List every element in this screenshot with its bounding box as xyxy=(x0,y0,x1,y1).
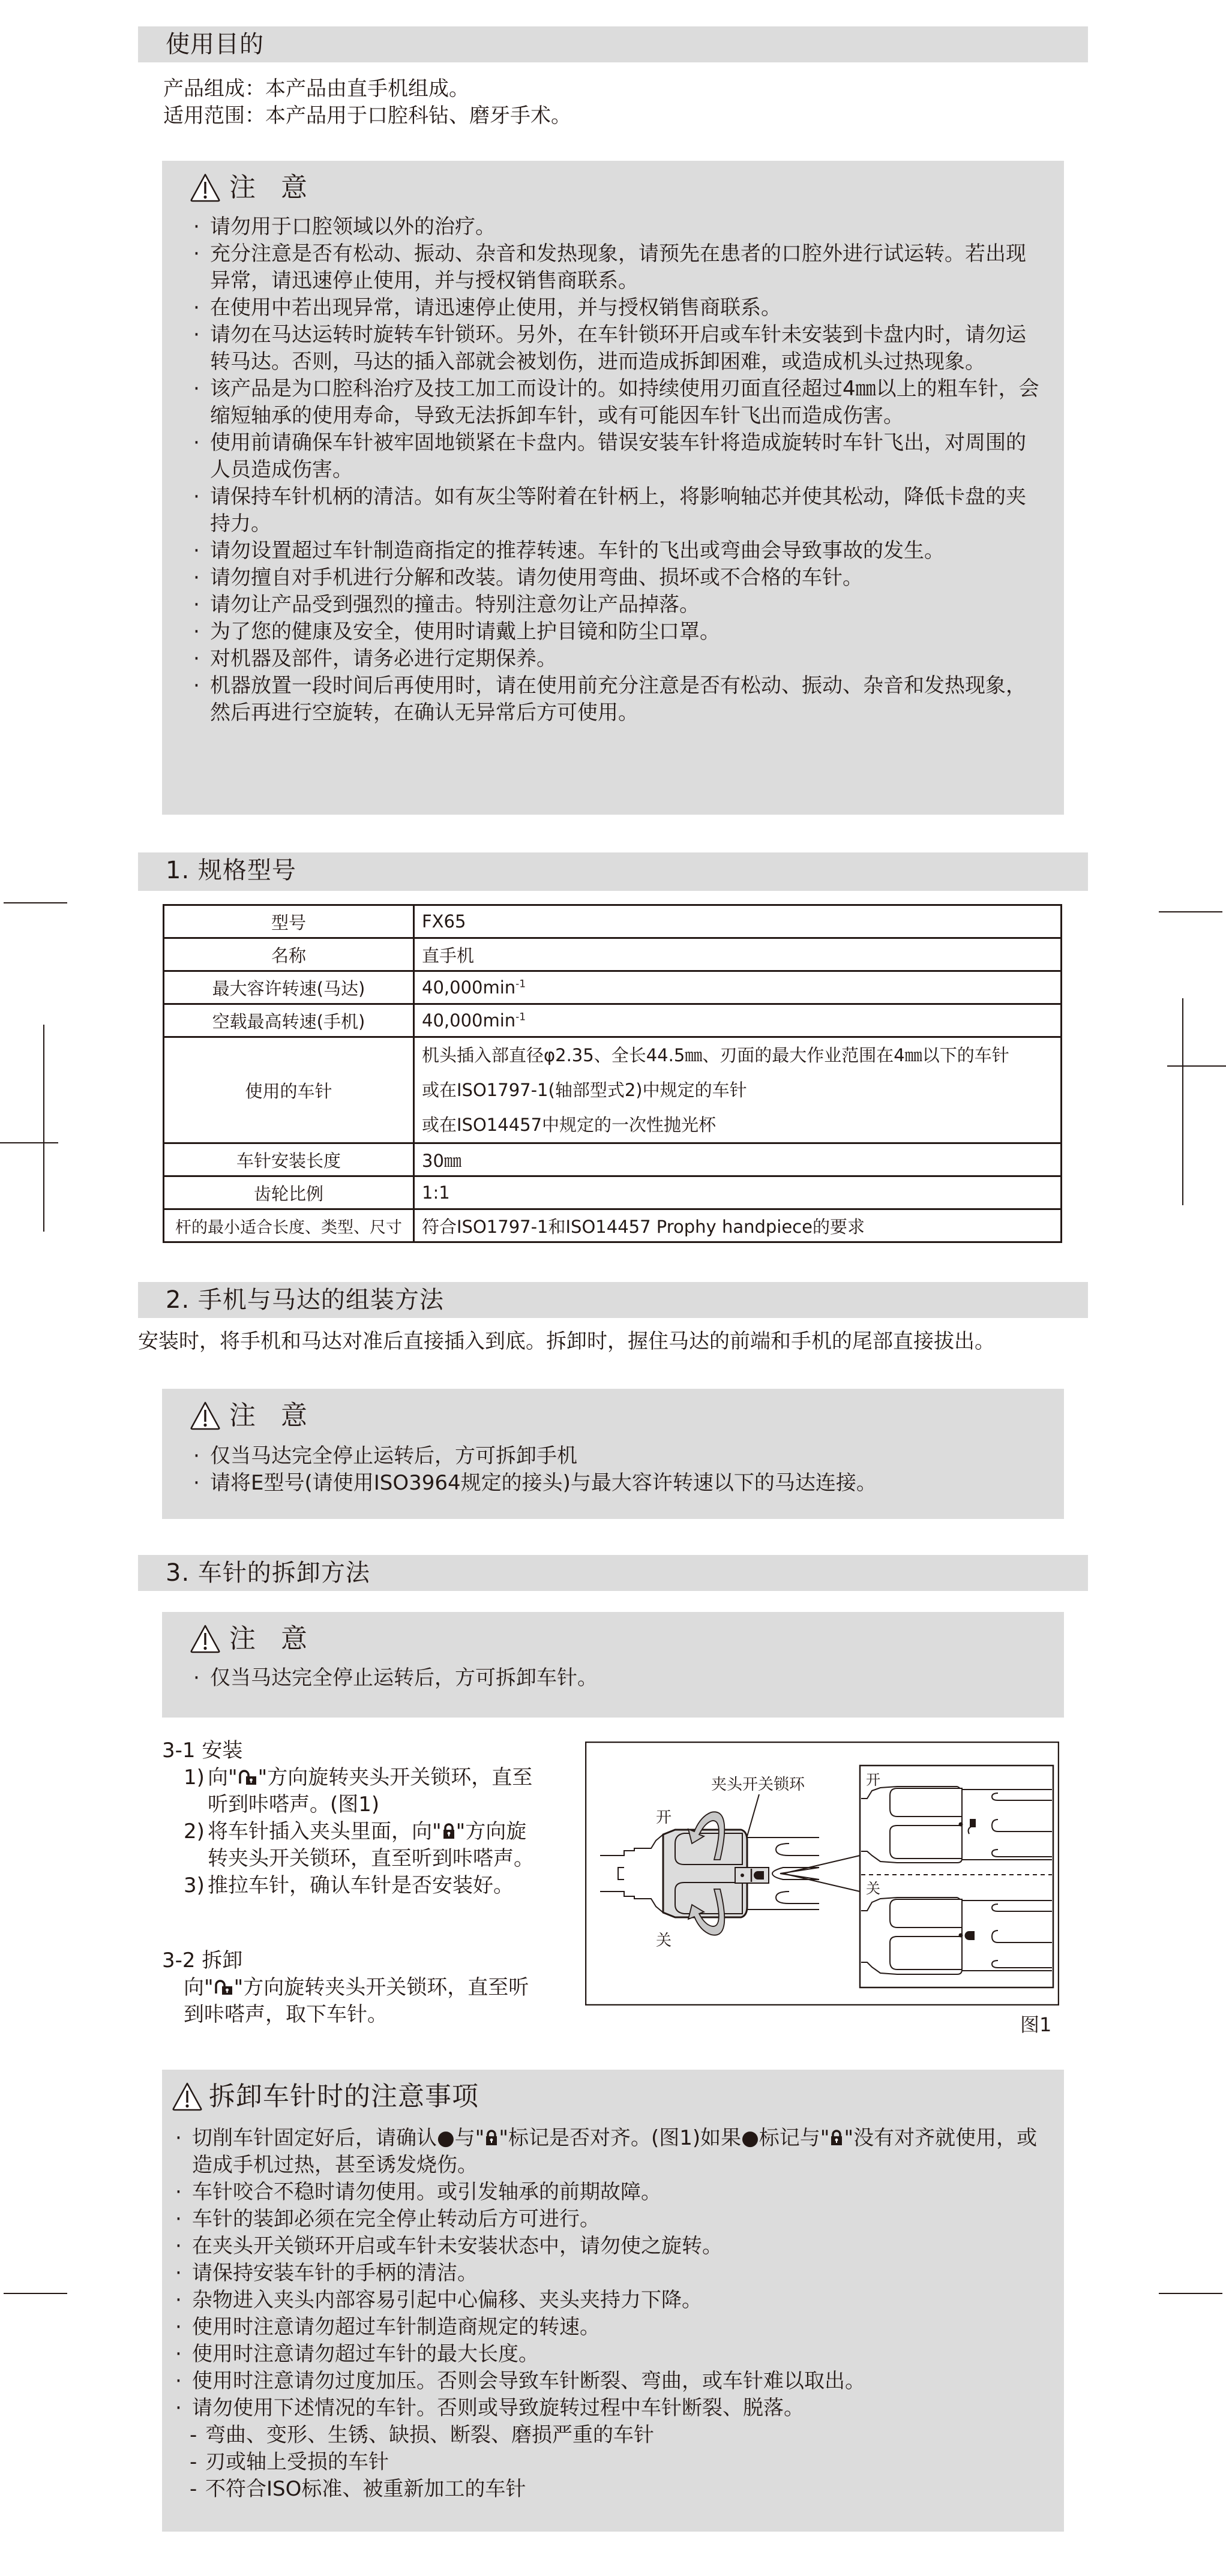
step-text: 将车针插入夹头里面，向" "方向旋转夹头开关锁环，直至听到咔嗒声。 xyxy=(208,1820,534,1871)
bullet: · xyxy=(193,485,200,509)
bullet: · xyxy=(193,539,200,563)
caution-title xyxy=(190,1400,316,1432)
dash: - xyxy=(190,2423,197,2447)
crop-mark xyxy=(4,902,67,903)
spec-value xyxy=(414,1209,1062,1242)
caution-sub-item xyxy=(172,2449,1040,2476)
dash: - xyxy=(190,2477,197,2501)
caution-item-text: 刃或轴上受损的车针 xyxy=(205,2450,389,2474)
bullet: · xyxy=(175,2342,182,2366)
spec-key: 齿轮比例 xyxy=(164,1176,414,1209)
bullet: · xyxy=(193,647,200,671)
figure-caption: 图1 xyxy=(1020,2013,1052,2036)
caution-list xyxy=(172,2125,1040,2503)
section-title: 1. 规格型号 xyxy=(166,857,296,884)
caution-item-text: 使用前请确保车针被牢固地锁紧在卡盘内。错误安装车针将造成旋转时车针飞出，对周围的人员造成伤害。 xyxy=(210,431,1026,482)
spec-value xyxy=(414,1143,1062,1176)
bullet: · xyxy=(175,2207,182,2231)
caution-item-text: 请勿设置超过车针制造商指定的推荐转速。车针的飞出或弯曲会导致事故的发生。 xyxy=(210,539,945,563)
bullet: · xyxy=(193,620,200,644)
spec-value xyxy=(414,938,1062,971)
detail-open-label: 开 xyxy=(866,1772,880,1788)
caution-item-text: 请勿使用下述情况的车针。否则或导致旋转过程中车针断裂、脱落。 xyxy=(192,2396,804,2420)
close-label: 关 xyxy=(656,1932,672,1950)
install-heading: 3-1 安装 xyxy=(162,1739,243,1763)
caution-box-bur-removal xyxy=(162,2070,1064,2532)
caution-item-text: 杂物进入夹头内部容易引起中心偏移、夹头夹持力下降。 xyxy=(192,2288,702,2312)
table-row xyxy=(164,1209,1062,1242)
spec-key: 车针安装长度 xyxy=(164,1143,414,1176)
spec-value-line: 符合ISO1797-1和ISO14457 Prophy handpiece的要求 xyxy=(422,1216,865,1237)
crop-mark xyxy=(1167,1065,1226,1067)
caution-item-text: 充分注意是否有松动、振动、杂音和发热现象，请预先在患者的口腔外进行试运转。若出现异常，请迅速停止使用，并与授权销售商联系。 xyxy=(210,242,1026,293)
caution-item-text: 使用时注意请勿过度加压。否则会导致车针断裂、弯曲，或车针难以取出。 xyxy=(192,2369,865,2393)
caution-item-text: 请勿在马达运转时旋转车针锁环。另外，在车针锁环开启或车针未安装到卡盘内时，请勿运转马达。否则，马达的插入部就会被划伤，进而造成拆卸困难，或造成机头过热现象。 xyxy=(210,323,1026,374)
caution-item-text: 使用时注意请勿超过车针的最大长度。 xyxy=(192,2342,539,2366)
purpose-line: 适用范围：本产品用于口腔科钻、磨牙手术。 xyxy=(163,104,571,128)
caution-item xyxy=(190,241,1040,295)
caution-item xyxy=(190,376,1040,430)
caution-item-text: 请勿让产品受到强烈的撞击。特别注意勿让产品掉落。 xyxy=(210,593,700,617)
spec-value xyxy=(414,1176,1062,1209)
caution-item-text: 请勿擅自对手机进行分解和改装。请勿使用弯曲、损坏或不合格的车针。 xyxy=(210,566,863,590)
caution-item xyxy=(190,619,1040,645)
install-step xyxy=(162,1818,544,1872)
assembly-text: 安装时，将手机和马达对准后直接插入到底。拆卸时，握住马达的前端和手机的尾部直接拔出。 xyxy=(138,1329,995,1353)
caution-box-general xyxy=(162,161,1064,815)
bullet: · xyxy=(175,2288,182,2312)
caution-item xyxy=(190,592,1040,619)
caution-item-text: 在夹头开关锁环开启或车针未安装状态中，请勿使之旋转。 xyxy=(192,2234,723,2258)
caution-item xyxy=(172,2368,1040,2395)
caution-item-text: 仅当马达完全停止运转后，方可拆卸手机 xyxy=(210,1444,577,1468)
caution-item xyxy=(190,1443,1040,1470)
dot-mark-icon xyxy=(741,1874,744,1877)
spec-value xyxy=(414,1037,1062,1143)
caution-box-assembly xyxy=(162,1389,1064,1519)
caution-item xyxy=(172,2314,1040,2341)
superscript: -1 xyxy=(515,1011,526,1023)
section-title: 2. 手机与马达的组装方法 xyxy=(166,1286,444,1314)
dash: - xyxy=(190,2450,197,2474)
caution-item-text: 弯曲、变形、生锈、缺损、断裂、磨损严重的车针 xyxy=(205,2423,654,2447)
spec-value-line: 或在ISO1797-1(轴部型式2)中规定的车针 xyxy=(422,1080,747,1100)
bullet: · xyxy=(175,2315,182,2339)
spec-value-line: 机头插入部直径φ2.35、全长44.5㎜、刃面的最大作业范围在4㎜以下的车针 xyxy=(422,1045,1009,1065)
caution-sub-item xyxy=(172,2422,1040,2449)
spec-value-line: FX65 xyxy=(422,911,466,932)
spec-value xyxy=(414,971,1062,1004)
ring-label: 夹头开关锁环 xyxy=(711,1776,805,1794)
open-label: 开 xyxy=(656,1809,672,1827)
bullet: · xyxy=(175,2180,182,2204)
bullet: · xyxy=(193,242,200,266)
step-number: 2) xyxy=(184,1820,205,1844)
caution-title xyxy=(190,172,316,204)
caution-item xyxy=(190,1470,1040,1497)
section-header-purpose xyxy=(138,26,1088,62)
caution-item xyxy=(172,2179,1040,2206)
bullet: · xyxy=(193,215,200,239)
caution-item-text: 仅当马达完全停止运转后，方可拆卸车针。 xyxy=(210,1666,598,1690)
warning-triangle-icon xyxy=(190,1401,221,1431)
caution-list xyxy=(190,1665,1040,1692)
bullet: · xyxy=(193,323,200,347)
caution-item-text: 机器放置一段时间后再使用时，请在使用前充分注意是否有松动、振动、杂音和发热现象，然后再进行空旋转，在确认无异常后方可使用。 xyxy=(210,674,1026,725)
spec-key: 名称 xyxy=(164,938,414,971)
spec-value xyxy=(414,1004,1062,1037)
spec-value-line: 直手机 xyxy=(422,945,475,966)
lock-icon xyxy=(484,2128,499,2146)
warning-triangle-icon xyxy=(190,1624,221,1654)
caution-item xyxy=(190,672,1040,726)
spec-key: 使用的车针 xyxy=(164,1037,414,1143)
section-header-spec xyxy=(138,852,1088,891)
caution-title-text: 注 意 xyxy=(229,1623,316,1654)
caution-item xyxy=(190,484,1040,538)
caution-item-text: 请将E型号(请使用ISO3964规定的接头)与最大容许转速以下的马达连接。 xyxy=(210,1471,877,1495)
spec-key: 杆的最小适合长度、类型、尺寸 xyxy=(164,1209,414,1242)
lock-icon xyxy=(442,1822,456,1840)
step-text: 向" "方向旋转夹头开关锁环，直至听到咔嗒声。(图1) xyxy=(208,1766,533,1817)
caution-title xyxy=(172,2080,479,2113)
caution-item xyxy=(190,430,1040,484)
caution-item-text: 对机器及部件，请务必进行定期保养。 xyxy=(210,647,557,671)
bullet: · xyxy=(193,296,200,320)
caution-item xyxy=(172,2125,1040,2179)
spec-key: 型号 xyxy=(164,905,414,938)
crop-mark xyxy=(1182,998,1183,1205)
caution-item xyxy=(172,2287,1040,2314)
superscript: -1 xyxy=(515,978,526,990)
caution-item xyxy=(190,322,1040,376)
caution-title-text: 拆卸车针时的注意事项 xyxy=(209,2081,479,2112)
lock-icon xyxy=(829,2128,844,2146)
bullet: · xyxy=(193,674,200,698)
caution-item xyxy=(190,645,1040,672)
spec-value-line: $40,000\min^{-1}$ xyxy=(422,1010,526,1031)
caution-item-text: 请保持安装车针的手柄的清洁。 xyxy=(192,2261,478,2285)
caution-item xyxy=(190,295,1040,322)
caution-list xyxy=(190,214,1040,726)
table-row xyxy=(164,971,1062,1004)
spec-value-line: 或在ISO14457中规定的一次性抛光杯 xyxy=(422,1115,717,1135)
caution-item xyxy=(172,2233,1040,2260)
bullet: · xyxy=(193,1666,200,1690)
detail-close-label: 关 xyxy=(866,1880,880,1897)
remove-text: 向" "方向旋转夹头开关锁环，直至听到咔嗒声，取下车针。 xyxy=(184,1975,529,2026)
step-number: 3) xyxy=(184,1874,205,1898)
table-row xyxy=(164,1176,1062,1209)
spec-value-line: $40,000\min^{-1}$ xyxy=(422,977,526,998)
bullet: · xyxy=(175,2261,182,2285)
caution-box-bur xyxy=(162,1612,1064,1718)
caution-title xyxy=(190,1623,316,1655)
caution-title-text: 注 意 xyxy=(229,1400,316,1431)
bullet: · xyxy=(193,593,200,617)
unlock-icon xyxy=(238,1768,258,1786)
caution-item-text: 在使用中若出现异常，请迅速停止使用，并与授权销售商联系。 xyxy=(210,296,781,320)
table-row xyxy=(164,905,1062,938)
table-row xyxy=(164,1143,1062,1176)
purpose-line: 产品组成：本产品由直手机组成。 xyxy=(163,77,469,101)
bullet: · xyxy=(193,1444,200,1468)
section-header-bur xyxy=(138,1555,1088,1591)
caution-sub-item xyxy=(172,2476,1040,2503)
table-row xyxy=(164,1037,1062,1143)
caution-item-text: 请勿用于口腔领域以外的治疗。 xyxy=(210,215,496,239)
caution-item xyxy=(190,214,1040,241)
crop-mark xyxy=(1159,2293,1222,2294)
unlock-icon xyxy=(214,1978,234,1996)
bullet: · xyxy=(175,2126,182,2150)
section-header-assembly xyxy=(138,1282,1088,1318)
caution-item xyxy=(172,2260,1040,2287)
section-title: 使用目的 xyxy=(166,31,264,58)
dot-mark-icon: ● xyxy=(741,2126,759,2150)
install-steps xyxy=(162,1737,544,1899)
caution-list xyxy=(190,1443,1040,1497)
caution-item xyxy=(190,565,1040,592)
warning-triangle-icon xyxy=(172,2082,203,2112)
bullet: · xyxy=(193,566,200,590)
caution-item-text: 该产品是为口腔科治疗及技工加工而设计的。如持续使用刃面直径超过4㎜以上的粗车针，会缩短轴承的使用寿命，导致无法拆卸车针，或有可能因车针飞出而造成伤害。 xyxy=(210,377,1039,428)
caution-item-text: 使用时注意请勿超过车针制造商规定的转速。 xyxy=(192,2315,600,2339)
caution-item-text: 车针的装卸必须在完全停止转动后方可进行。 xyxy=(192,2207,600,2231)
caution-item xyxy=(190,538,1040,565)
install-step xyxy=(162,1764,544,1818)
bullet: · xyxy=(193,1471,200,1495)
spec-key: 空载最高转速(手机) xyxy=(164,1004,414,1037)
crop-mark xyxy=(4,2293,67,2294)
lock-mark-icon xyxy=(754,1871,764,1880)
bullet: · xyxy=(193,377,200,401)
caution-item-text: 为了您的健康及安全，使用时请戴上护目镜和防尘口罩。 xyxy=(210,620,720,644)
caution-item xyxy=(172,2395,1040,2422)
bullet: · xyxy=(175,2369,182,2393)
spec-table xyxy=(163,904,1062,1243)
table-row xyxy=(164,1004,1062,1037)
caution-item-text: 车针咬合不稳时请勿使用。或引发轴承的前期故障。 xyxy=(192,2180,661,2204)
crop-mark xyxy=(1159,911,1222,912)
install-step xyxy=(162,1872,544,1899)
remove-steps xyxy=(162,1947,544,2028)
caution-item xyxy=(172,2341,1040,2368)
caution-item-text: 不符合ISO标准、被重新加工的车针 xyxy=(205,2477,526,2501)
spec-key: 最大容许转速(马达) xyxy=(164,971,414,1004)
spec-value-line: 30㎜ xyxy=(422,1150,461,1171)
bullet: · xyxy=(175,2234,182,2258)
caution-title-text: 注 意 xyxy=(229,172,316,203)
dot-mark-icon: ● xyxy=(437,2126,455,2150)
bullet: · xyxy=(193,431,200,455)
table-row xyxy=(164,938,1062,971)
step-number: 1) xyxy=(184,1766,205,1790)
step-text: 推拉车针，确认车针是否安装好。 xyxy=(208,1874,514,1898)
remove-heading: 3-2 拆卸 xyxy=(162,1948,243,1972)
spec-value-line: 1:1 xyxy=(422,1182,450,1203)
caution-item xyxy=(190,1665,1040,1692)
spec-value xyxy=(414,905,1062,938)
crop-mark xyxy=(0,1142,58,1143)
caution-item xyxy=(172,2206,1040,2233)
caution-item-text: 切削车针固定好后，请确认●与" "标记是否对齐。(图1)如果●标记与" "没有对齐就使用，或造成手机过热，甚至诱发烧伤。 xyxy=(192,2126,1038,2177)
warning-triangle-icon xyxy=(190,173,221,203)
section-title: 3. 车针的拆卸方法 xyxy=(166,1559,370,1587)
caution-item-text: 请保持车针机柄的清洁。如有灰尘等附着在针柄上，将影响轴芯并使其松动，降低卡盘的夹持力。 xyxy=(210,485,1026,536)
figure-1-chuck-diagram xyxy=(585,1742,1059,2005)
crop-mark xyxy=(43,1025,44,1232)
bullet: · xyxy=(175,2396,182,2420)
